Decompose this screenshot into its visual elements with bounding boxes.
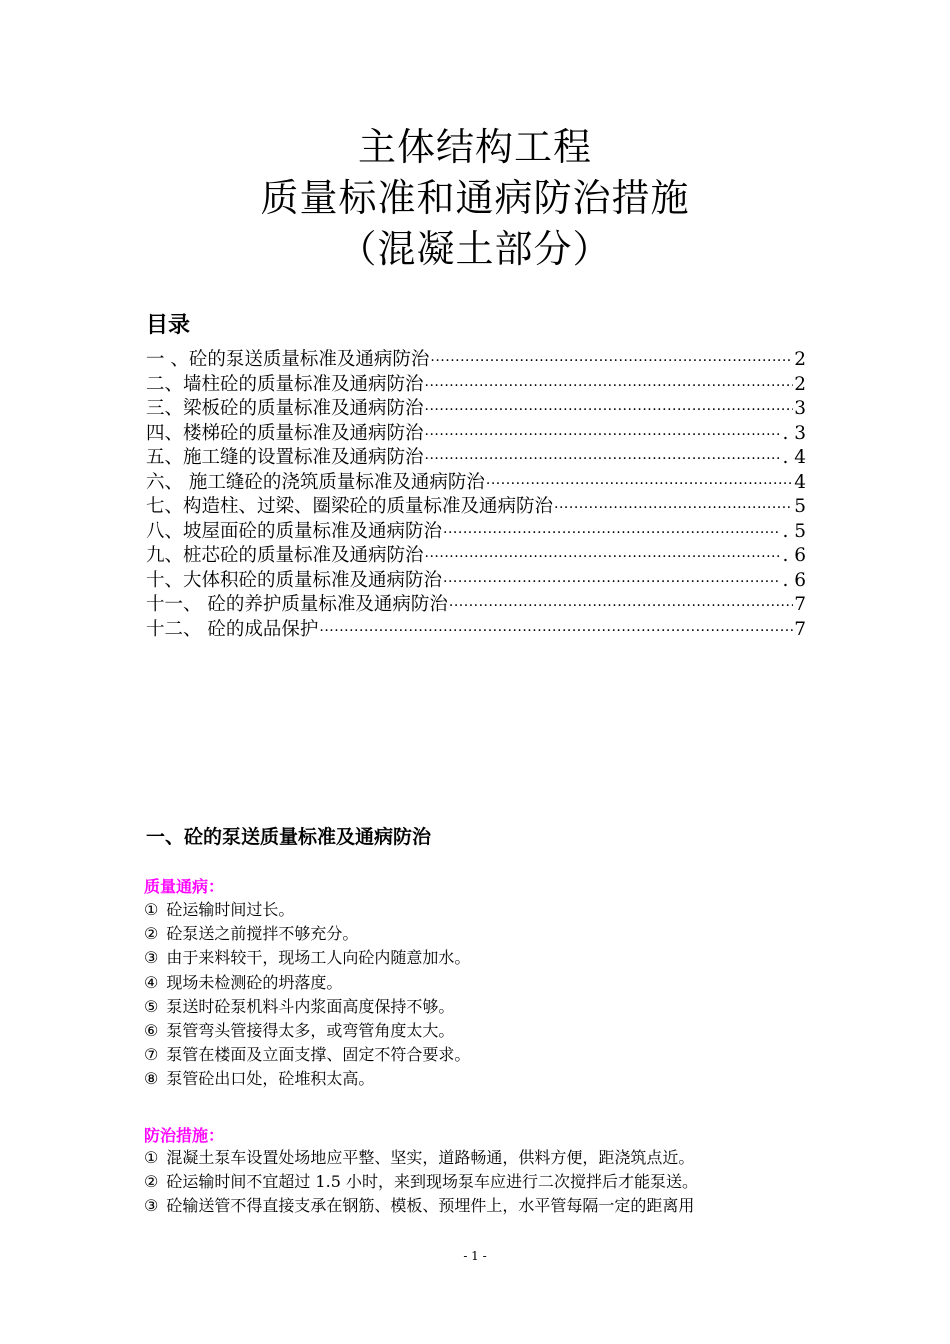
toc-entry[interactable] — [146, 495, 806, 520]
toc-entry[interactable] — [146, 397, 806, 422]
page-number: - 1 - — [463, 1249, 487, 1263]
toc-entry-label: 二、墙柱砼的质量标准及通病防治 — [146, 373, 424, 395]
toc-leader-dots — [486, 472, 793, 497]
title-line-3: （混凝土部分） — [338, 227, 612, 271]
list-item-number: ② — [144, 924, 159, 944]
toc-entry-label: 五、施工缝的设置标准及通病防治 — [146, 447, 424, 468]
toc-entry-page: 4 — [794, 471, 806, 493]
list-item — [144, 1067, 814, 1091]
list-item — [144, 1019, 814, 1043]
toc-leader-dots — [425, 423, 782, 448]
toc-leader-dots — [443, 570, 781, 595]
list-item — [144, 1043, 814, 1067]
list-item-number: ⑥ — [144, 1021, 159, 1041]
list-item-number: ⑧ — [144, 1069, 159, 1089]
toc-entry-label: 一 、砼的泵送质量标准及通病防治 — [146, 349, 430, 370]
list-item-number: ⑤ — [144, 996, 159, 1016]
toc-entry-page: 5 — [794, 496, 806, 517]
toc-entry[interactable] — [146, 373, 806, 398]
toc-entry[interactable] — [146, 348, 806, 373]
toc-leader-dots — [319, 619, 793, 644]
list-item — [144, 995, 814, 1019]
list-item — [144, 898, 814, 922]
toc-entry-label: 六、 施工缝砼的浇筑质量标准及通病防治 — [146, 471, 485, 493]
toc-leader-dots — [554, 496, 793, 521]
toc-entry-page: . 4 — [782, 447, 806, 468]
toc-entry-label: 七、构造柱、过梁、圈梁砼的质量标准及通病防治 — [146, 496, 554, 517]
document-title — [0, 122, 950, 275]
measures-list — [144, 1146, 814, 1219]
toc-entry-label: 九、桩芯砼的质量标准及通病防治 — [146, 545, 424, 566]
toc-entry-page: 2 — [794, 349, 806, 370]
table-of-contents — [146, 348, 806, 642]
toc-entry-page: 3 — [794, 398, 806, 419]
toc-entry[interactable] — [146, 593, 806, 618]
toc-leader-dots — [443, 521, 781, 546]
list-item — [144, 946, 814, 970]
list-item-text: 泵管砼出口处，砼堆积太高。 — [166, 1069, 375, 1089]
toc-entry-page: . 6 — [782, 545, 806, 566]
list-item-number: ① — [144, 900, 159, 919]
toc-heading: 目录 — [146, 313, 191, 338]
toc-entry-page: . 3 — [782, 422, 806, 444]
toc-leader-dots — [425, 447, 782, 472]
toc-leader-dots — [425, 398, 794, 423]
list-item — [144, 1170, 814, 1194]
toc-entry[interactable] — [146, 520, 806, 545]
toc-entry-page: . 5 — [782, 520, 806, 542]
toc-leader-dots — [425, 545, 782, 570]
section-heading: 一、砼的泵送质量标准及通病防治 — [146, 826, 432, 848]
list-item-text: 混凝土泵车设置处场地应平整、坚实，道路畅通，供料方便，距浇筑点近。 — [166, 1148, 695, 1167]
list-item-number: ③ — [144, 948, 159, 968]
toc-entry-label: 十一、 砼的养护质量标准及通病防治 — [146, 594, 448, 615]
list-item-number: ⑦ — [144, 1045, 159, 1065]
toc-entry-label: 四、楼梯砼的质量标准及通病防治 — [146, 422, 424, 444]
list-item-text: 泵送时砼泵机料斗内浆面高度保持不够。 — [166, 996, 455, 1016]
toc-leader-dots — [430, 349, 793, 374]
toc-entry-page: 7 — [794, 594, 806, 615]
toc-entry-label: 三、梁板砼的质量标准及通病防治 — [146, 398, 424, 419]
title-line-2: 质量标准和通病防治措施 — [260, 176, 690, 220]
list-item — [144, 1146, 814, 1170]
list-item-text: 由于来料较干，现场工人向砼内随意加水。 — [166, 948, 471, 968]
title-line-1: 主体结构工程 — [357, 125, 592, 169]
toc-leader-dots — [449, 594, 793, 619]
measures-heading: 防治措施： — [144, 1126, 225, 1145]
list-item-text: 砼运输时间不宜超过 1.5 小时，来到现场泵车应进行二次搅拌后才能泵送。 — [166, 1172, 698, 1192]
list-item — [144, 971, 814, 995]
toc-entry[interactable] — [146, 471, 806, 496]
list-item-text: 泵管在楼面及立面支撑、固定不符合要求。 — [166, 1045, 471, 1065]
list-item-number: ③ — [144, 1196, 159, 1216]
toc-entry[interactable] — [146, 446, 806, 471]
list-item-text: 砼泵送之前搅拌不够充分。 — [166, 924, 359, 944]
list-item — [144, 922, 814, 946]
problems-heading: 质量通病： — [144, 877, 225, 896]
list-item-number: ④ — [144, 972, 159, 992]
list-item-number: ① — [144, 1148, 159, 1167]
toc-entry-page: 2 — [794, 373, 806, 395]
problems-list — [144, 898, 814, 1092]
list-item-text: 砼输送管不得直接支承在钢筋、模板、预埋件上，水平管每隔一定的距离用 — [166, 1196, 695, 1216]
toc-entry-page: 7 — [794, 618, 806, 640]
toc-entry[interactable] — [146, 544, 806, 569]
toc-entry[interactable] — [146, 569, 806, 594]
toc-entry-label: 八、坡屋面砼的质量标准及通病防治 — [146, 520, 443, 542]
toc-entry[interactable] — [146, 618, 806, 643]
list-item-text: 现场未检测砼的坍落度。 — [166, 972, 343, 992]
list-item-text: 砼运输时间过长。 — [166, 900, 295, 919]
toc-entry[interactable] — [146, 422, 806, 447]
list-item-text: 泵管弯头管接得太多，或弯管角度太大。 — [166, 1021, 455, 1041]
list-item-number: ② — [144, 1172, 159, 1192]
toc-leader-dots — [425, 374, 794, 399]
toc-entry-label: 十二、 砼的成品保护 — [146, 618, 319, 640]
toc-entry-label: 十、大体积砼的质量标准及通病防治 — [146, 569, 443, 591]
list-item — [144, 1194, 814, 1218]
toc-entry-page: . 6 — [782, 569, 806, 591]
